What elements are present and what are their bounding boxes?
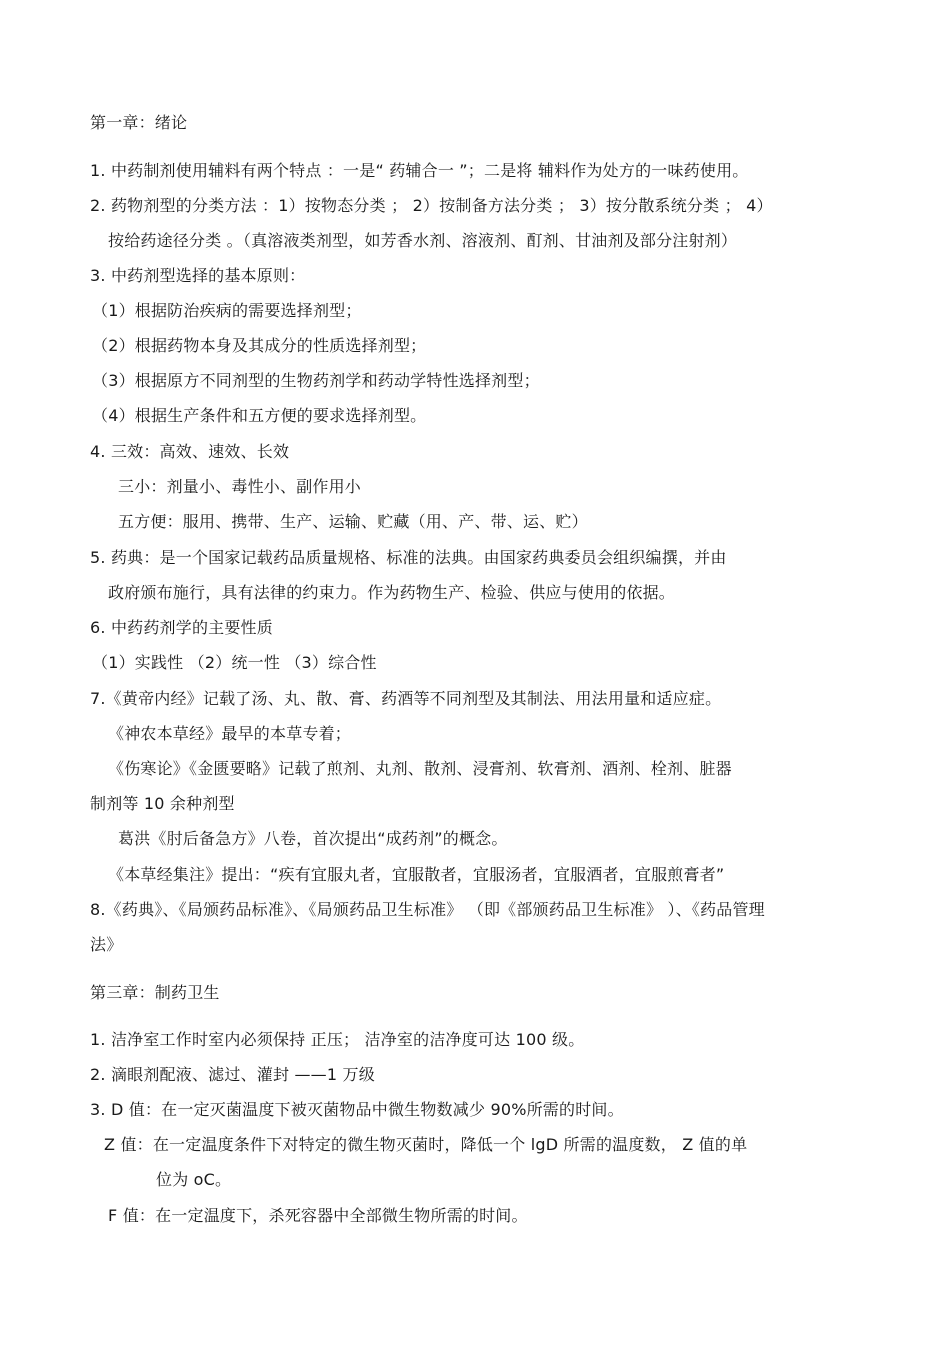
item-7-line-4: 制剂等 10 余种剂型: [90, 794, 235, 813]
ch3-item-3: 3. D 值：在一定灭菌温度下被灭菌物品中微生物数减少 90%所需的时间。: [90, 1100, 624, 1119]
item-3: 3. 中药剂型选择的基本原则：: [90, 266, 306, 285]
ch3-item-3-f: F 值：在一定温度下，杀死容器中全部微生物所需的时间。: [108, 1206, 528, 1225]
item-8-cont: 法》: [90, 935, 123, 954]
ch3-item-3-z: Z 值：在一定温度条件下对特定的微生物灭菌时，降低一个 lgD 所需的温度数， Z 值的单: [104, 1135, 748, 1154]
chapter3-title: 第三章：制药卫生: [90, 983, 220, 1002]
item-4-line-2: 三小：剂量小、毒性小、副作用小: [118, 477, 362, 496]
item-4-line-3: 五方便：服用、携带、生产、运输、贮藏（用、产、带、运、贮）: [118, 512, 588, 531]
item-3-sub-1: （1）根据防治疾病的需要选择剂型；: [92, 301, 362, 320]
item-5: 5. 药典：是一个国家记载药品质量规格、标准的法典。由国家药典委员会组织编撰，并由: [90, 548, 727, 567]
item-6: 6. 中药药剂学的主要性质: [90, 618, 273, 637]
item-3-sub-4: （4）根据生产条件和五方便的要求选择剂型。: [92, 406, 427, 425]
item-3-sub-2: （2）根据药物本身及其成分的性质选择剂型；: [92, 336, 427, 355]
chapter1-title: 第一章：绪论: [90, 113, 188, 132]
item-7-line-2: 《神农本草经》最早的本草专着；: [108, 724, 352, 743]
ch3-item-1: 1. 洁净室工作时室内必须保持 正压； 洁净室的洁净度可达 100 级。: [90, 1030, 585, 1049]
item-2-cont: 按给药途径分类 。（真溶液类剂型，如芳香水剂、溶液剂、酊剂、甘油剂及部分注射剂）: [108, 231, 738, 250]
item-7: 7.《黄帝内经》记载了汤、丸、散、膏、药酒等不同剂型及其制法、用法用量和适应症。: [90, 689, 722, 708]
item-5-cont: 政府颁布施行，具有法律的约束力。作为药物生产、检验、供应与使用的依据。: [108, 583, 676, 602]
item-8: 8.《药典》、《局颁药品标准》、《局颁药品卫生标准》 （即《部颁药品卫生标准》 ）、《药品管理: [90, 900, 765, 919]
ch3-item-2: 2. 滴眼剂配液、滤过、灌封 ——1 万级: [90, 1065, 375, 1084]
item-7-line-5: 葛洪《肘后备急方》八卷，首次提出“成药剂”的概念。: [118, 829, 508, 848]
item-4: 4. 三效：高效、速效、长效: [90, 442, 290, 461]
item-1: 1. 中药制剂使用辅料有两个特点 ：一是“ 药辅合一 ”；二是将 辅料作为处方的一味药使用。: [90, 161, 749, 180]
item-3-sub-3: （3）根据原方不同剂型的生物药剂学和药动学特性选择剂型；: [92, 371, 540, 390]
item-6-sub: （1）实践性 （2）统一性 （3）综合性: [92, 653, 377, 672]
ch3-item-3-z-cont: 位为 oC。: [156, 1170, 232, 1189]
item-2: 2. 药物剂型的分类方法 ：1）按物态分类 ； 2）按制备方法分类 ； 3）按分散系统分类 ； 4）: [90, 196, 773, 215]
item-7-line-6: 《本草经集注》提出：“疾有宜服丸者，宜服散者，宜服汤者，宜服酒者，宜服煎膏者”: [108, 865, 725, 884]
item-7-line-3: 《伤寒论》《金匮要略》记载了煎剂、丸剂、散剂、浸膏剂、软膏剂、酒剂、栓剂、脏器: [108, 759, 732, 778]
